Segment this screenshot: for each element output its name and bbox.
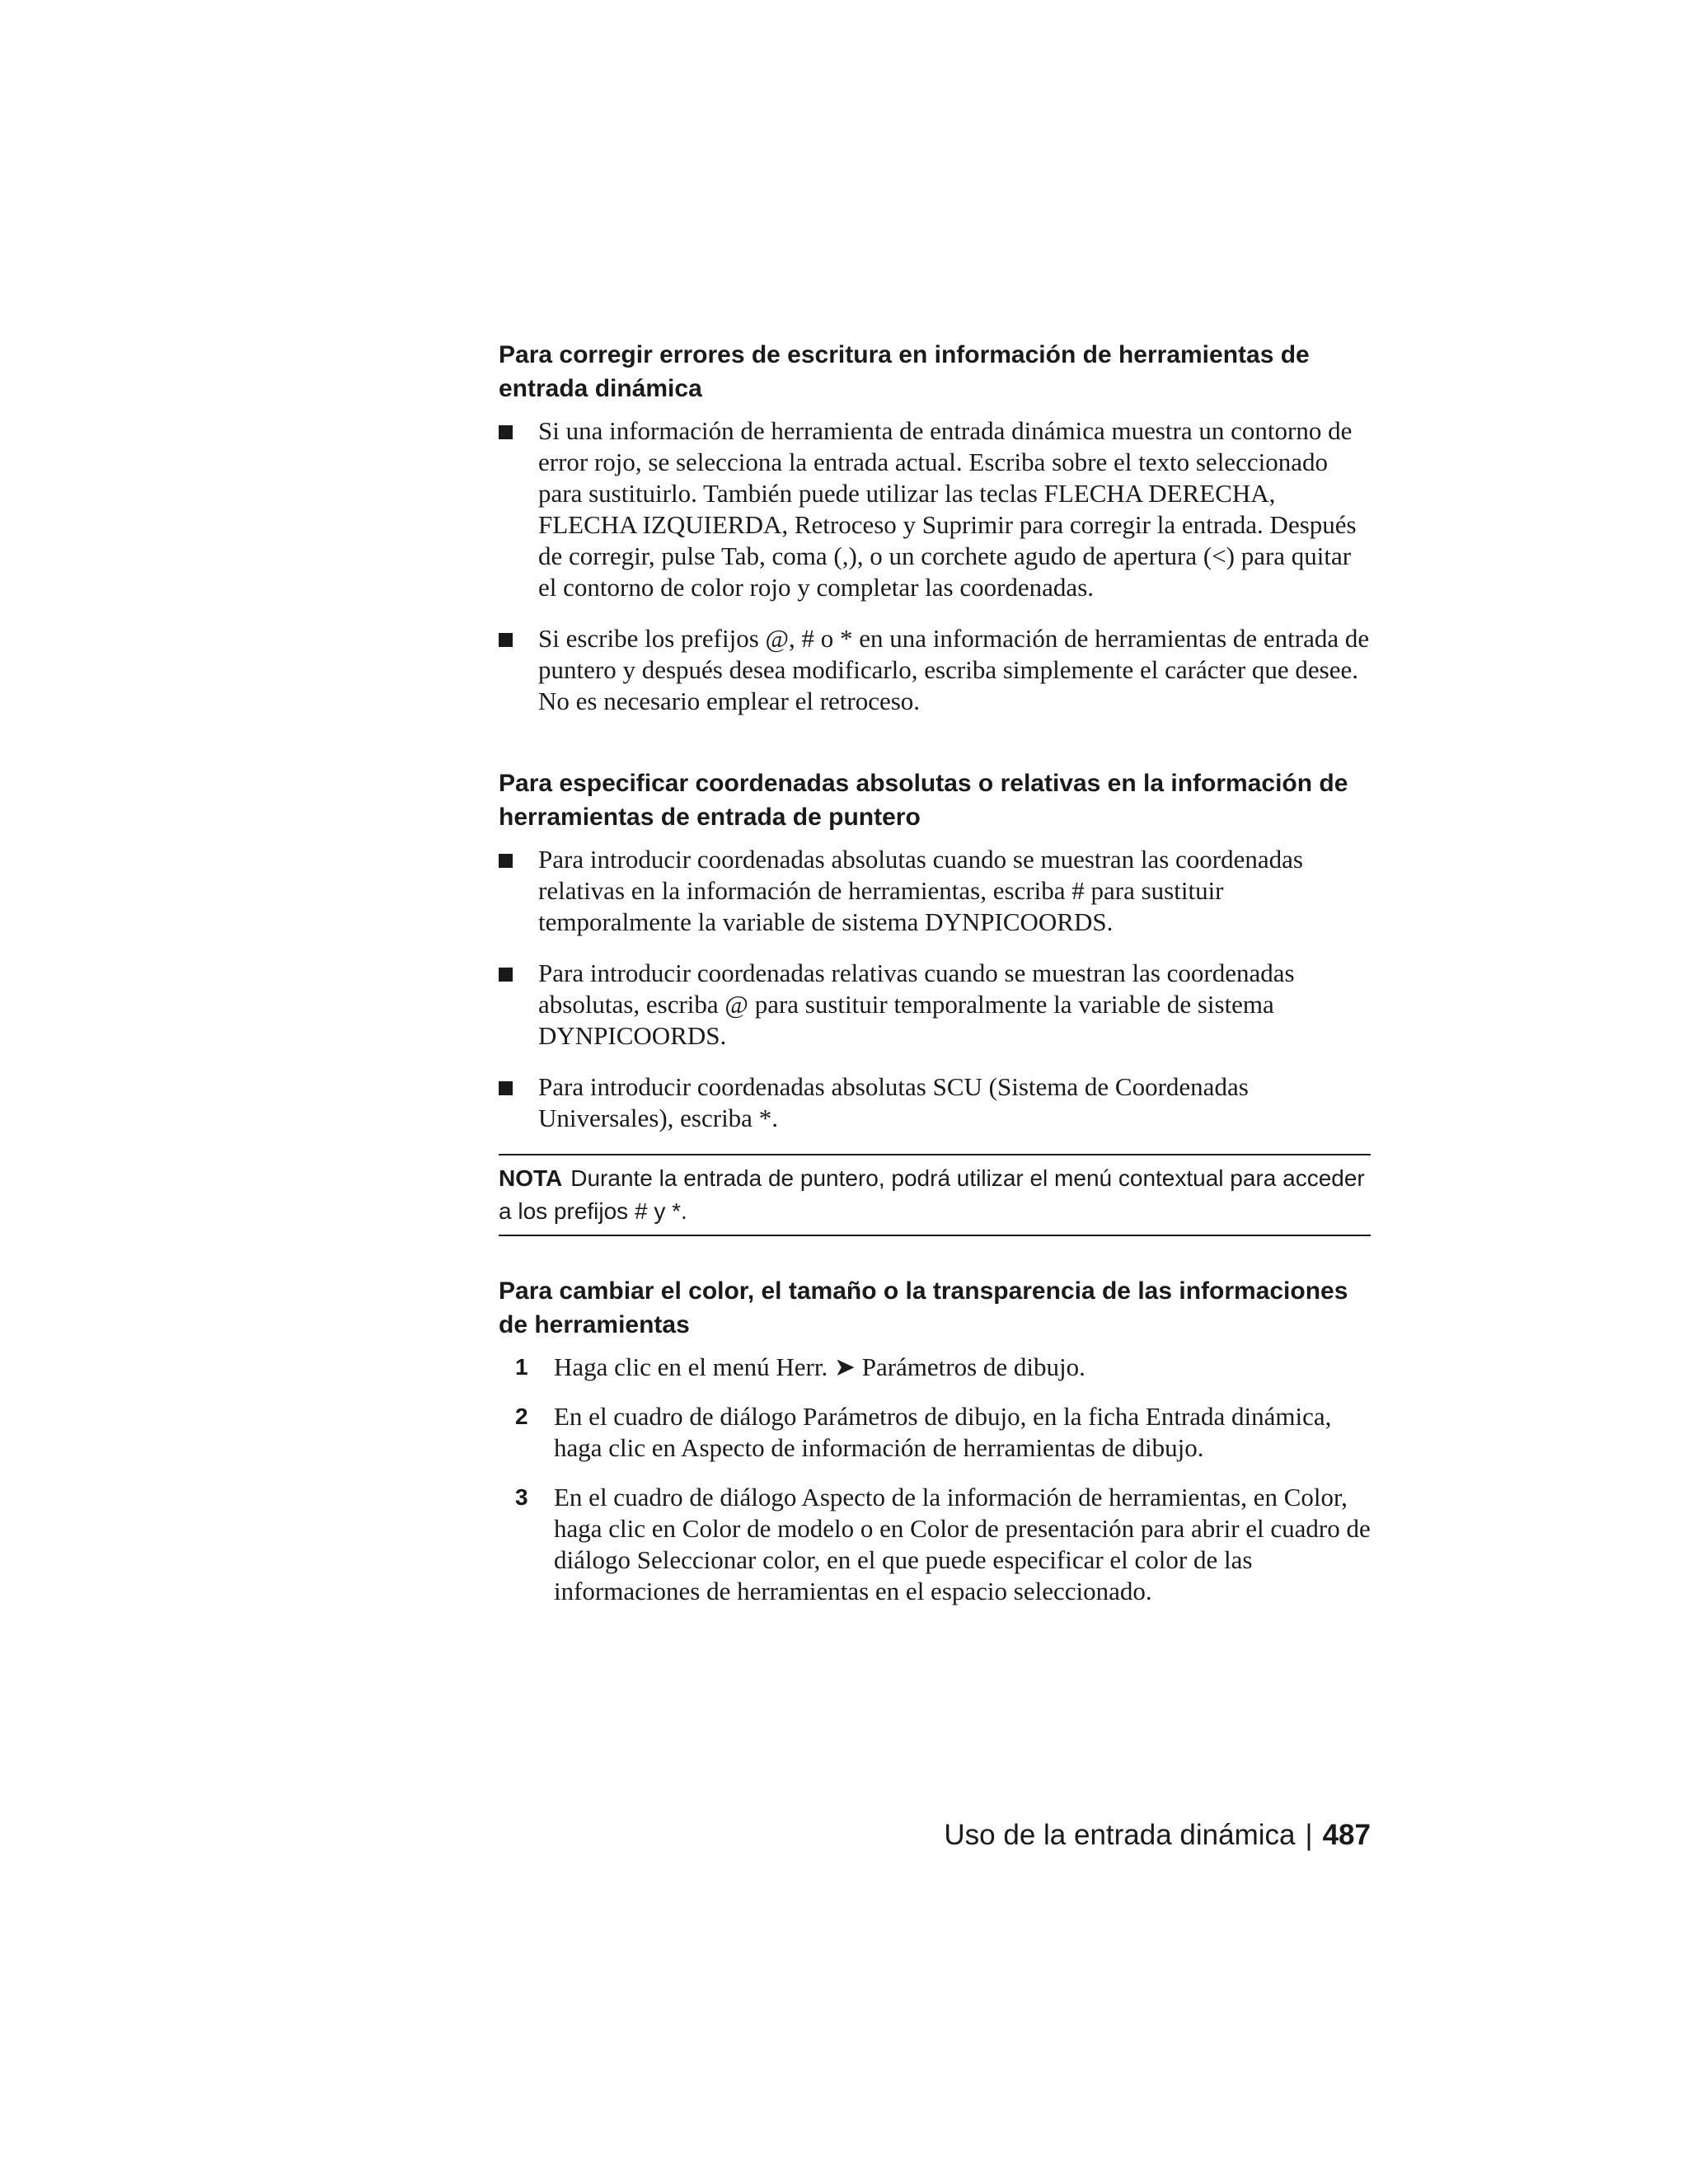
list-item-text: Para introducir coordenadas relativas cuando se muestran las coordenadas absolutas, escriba @ para sustituir temporalmente la variable de sistema DYNPICOORDS. [538,958,1295,1050]
section-heading-coordinates: Para especificar coordenadas absolutas o relativas en la información de herramientas de entrada de puntero [499,770,1348,831]
footer-separator: | [1305,1819,1313,1851]
section-heading-correct-errors: Para corregir errores de escritura en información de herramientas de entrada dinámica [499,341,1310,402]
bullet-list-coordinates [499,844,1371,1134]
list-item [499,623,1371,717]
list-item-text: Para introducir coordenadas absolutas SCU (Sistema de Coordenadas Universales), escriba *. [538,1072,1249,1132]
bullet-list-correct-errors [499,415,1371,717]
note-label: NOTA [499,1165,563,1191]
page-number: 487 [1322,1819,1371,1851]
section-heading-tooltip-appearance: Para cambiar el color, el tamaño o la transparencia de las informaciones de herramientas [499,1277,1348,1338]
square-bullet-icon [499,854,513,868]
page-footer [944,1817,1371,1854]
chapter-title: Uso de la entrada dinámica [944,1819,1296,1851]
step-item [499,1352,1371,1383]
numbered-steps [499,1352,1371,1607]
step-number: 3 [515,1484,528,1510]
square-bullet-icon [499,1081,513,1095]
square-bullet-icon [499,633,513,647]
note-text: Durante la entrada de puntero, podrá utilizar el menú contextual para acceder a los prefijos # y *. [499,1165,1365,1224]
step-item [499,1401,1371,1464]
list-item-text: Si escribe los prefijos @, # o * en una información de herramientas de entrada de puntero y después desea modificarlo, escriba simplemente el carácter que desee. No es necesario emplear el retroceso. [538,624,1370,715]
step-item [499,1482,1371,1607]
page-content [499,338,1371,1625]
step-text: En el cuadro de diálogo Aspecto de la información de herramientas, en Color, haga clic en Color de modelo o en Color de presentación para abrir el cuadro de diálogo Seleccionar color, en el que puede especificar el color de las informaciones de herramientas en el espacio seleccionado. [554,1483,1371,1605]
step-text: Haga clic en el menú Herr. ➤ Parámetros de dibujo. [554,1352,1085,1381]
square-bullet-icon [499,425,513,439]
list-item [499,958,1371,1052]
list-item [499,415,1371,603]
square-bullet-icon [499,968,513,982]
step-text: En el cuadro de diálogo Parámetros de dibujo, en la ficha Entrada dinámica, haga clic en Aspecto de información de herramientas de dibujo. [554,1402,1332,1462]
step-number: 1 [515,1354,528,1380]
list-item-text: Para introducir coordenadas absolutas cuando se muestran las coordenadas relativas en la información de herramientas, escriba # para sustituir temporalmente la variable de sistema DYNPICOORDS. [538,845,1303,936]
list-item [499,844,1371,938]
list-item-text: Si una información de herramienta de entrada dinámica muestra un contorno de error rojo, se selecciona la entrada actual. Escriba sobre el texto seleccionado para sustituirlo. También puede utilizar las teclas FLECHA DERECHA, FLECHA IZQUIERDA, Retroceso y Suprimir para corregir la entrada. Después de corregir, pulse Tab, coma (,), o un corchete agudo de apertura (<) para quitar el contorno de color rojo y completar las coordenadas. [538,416,1357,602]
list-item [499,1071,1371,1134]
step-number: 2 [515,1404,528,1429]
note-box [499,1154,1371,1236]
